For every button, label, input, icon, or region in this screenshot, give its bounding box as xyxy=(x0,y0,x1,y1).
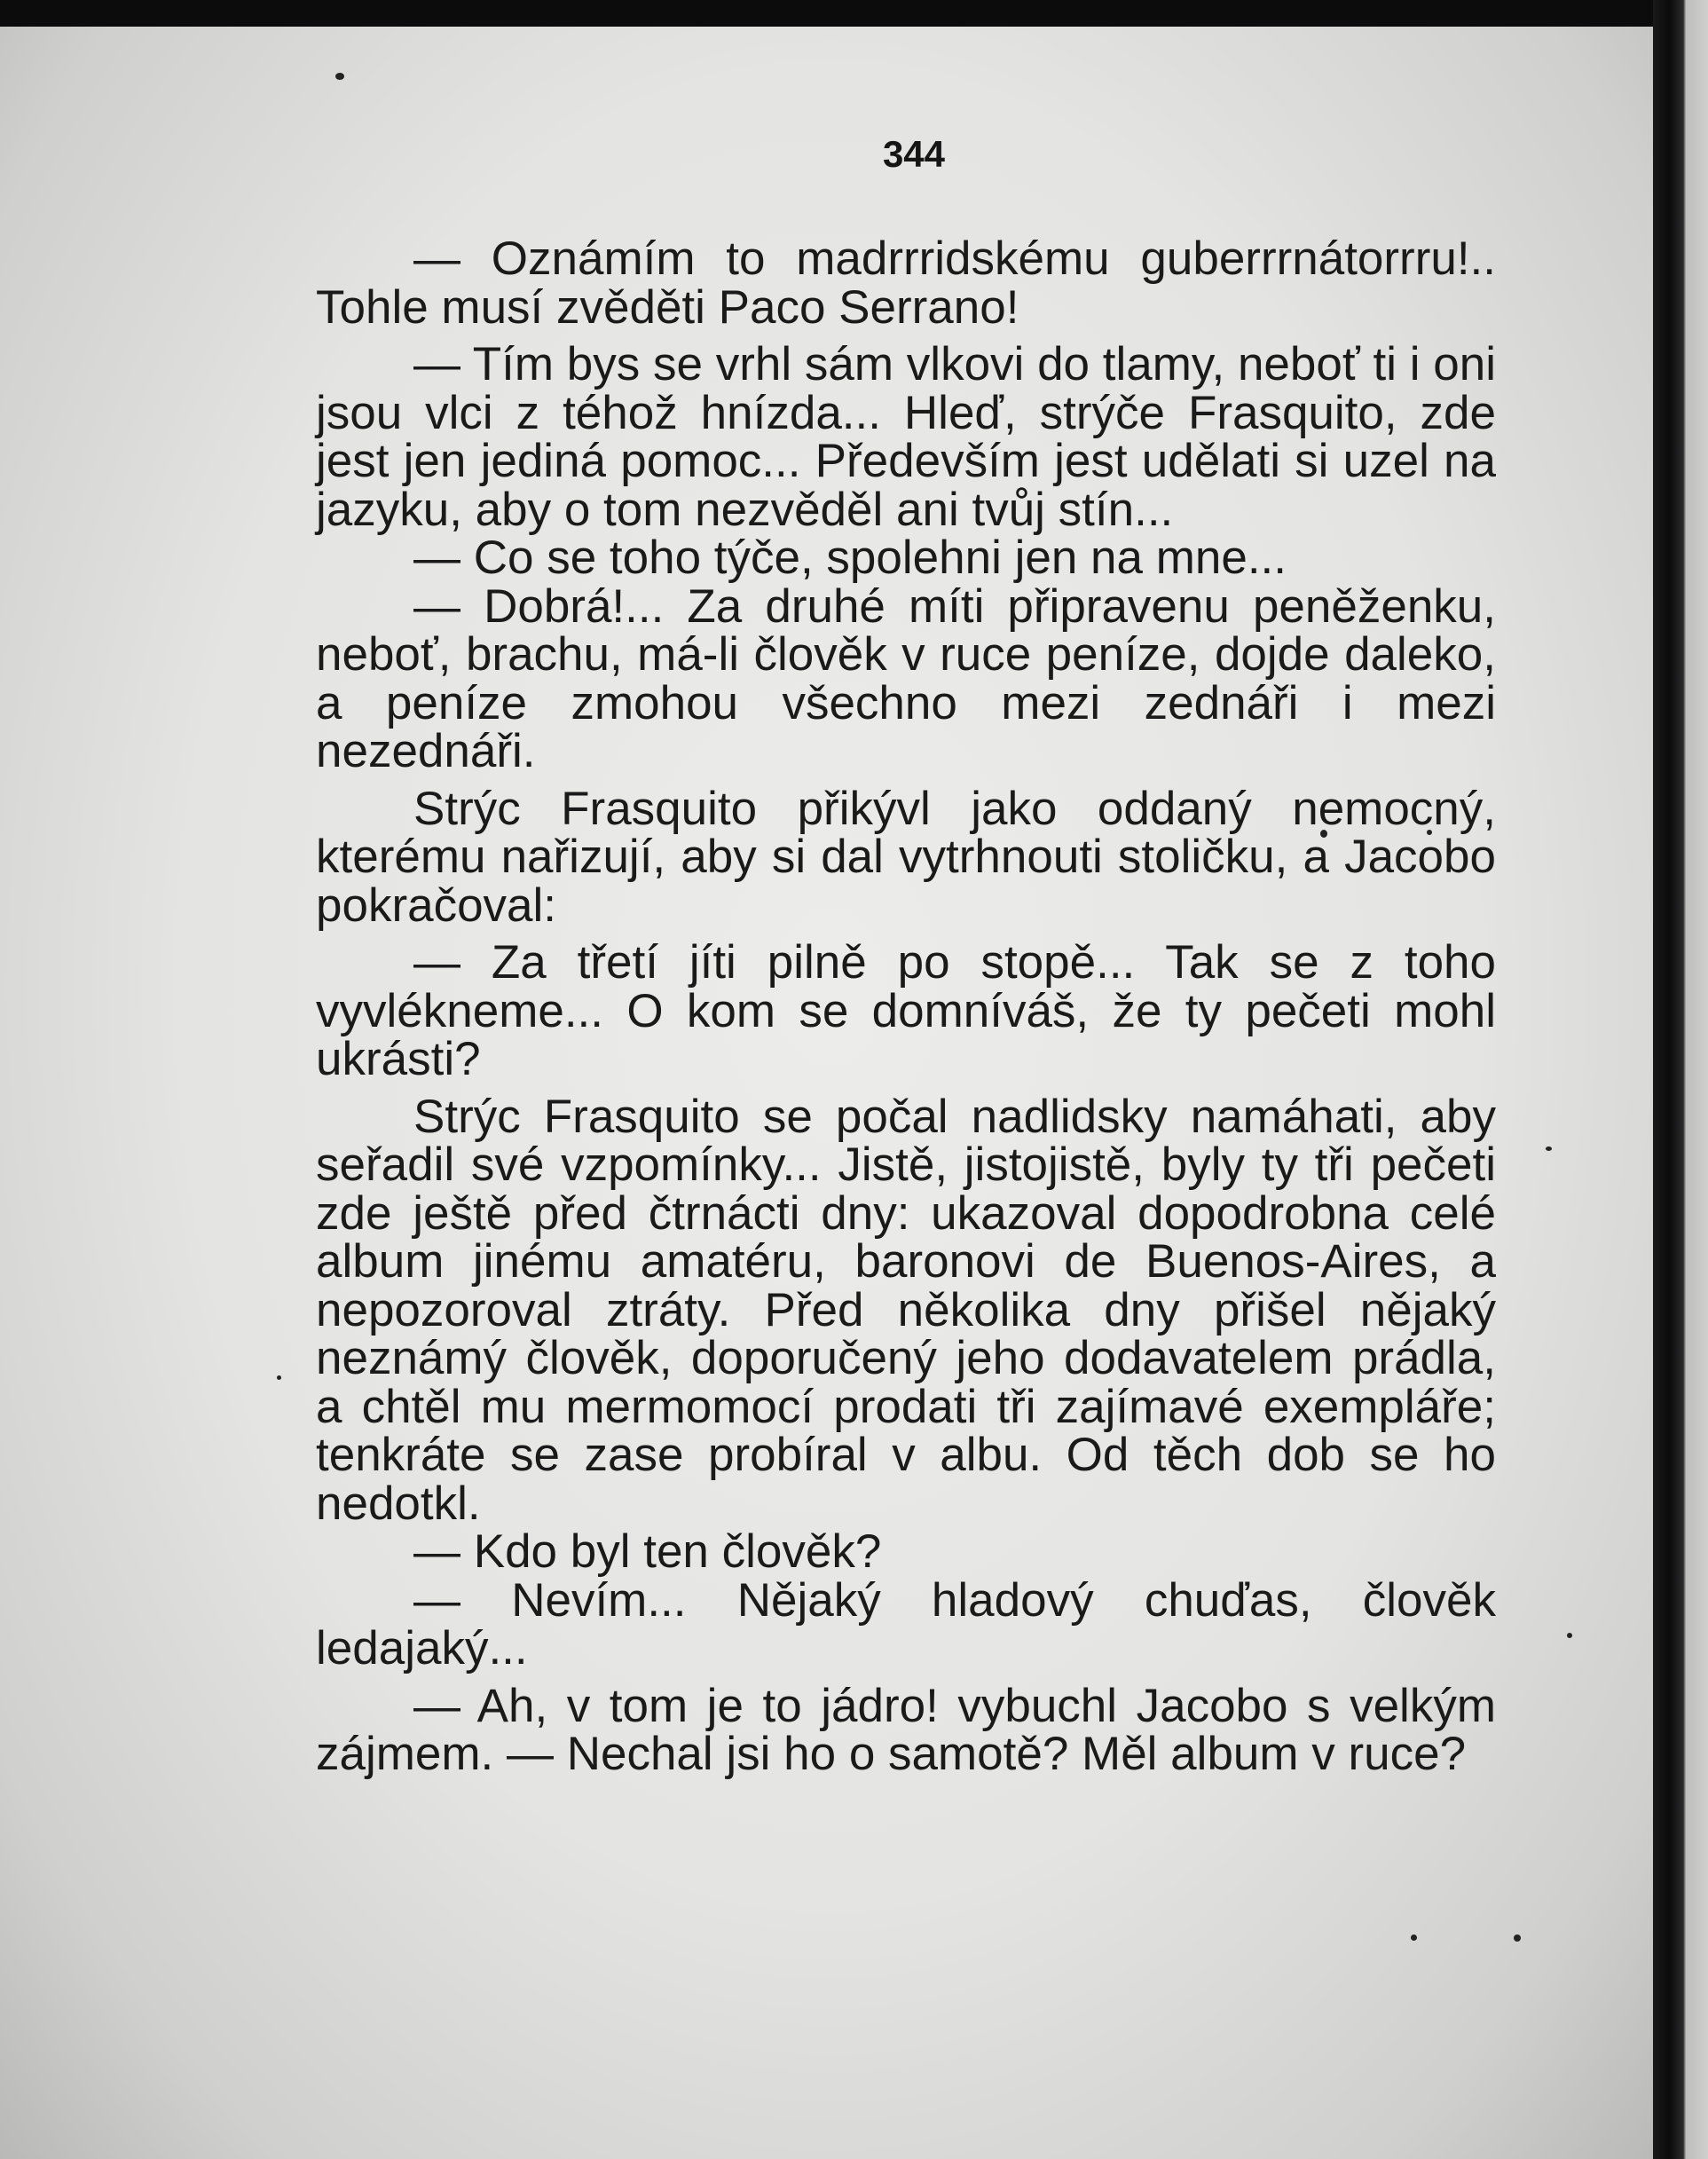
paper-speck xyxy=(1411,1934,1417,1941)
paragraph: — Nevím... Nějaký hladový chuďas, člověk ledajaký... xyxy=(316,1573,1496,1674)
paper-speck xyxy=(335,73,344,80)
paper-speck xyxy=(1567,1633,1572,1638)
paragraph: Strýc Frasquito se počal nadlidsky namáhati, aby seřadil své vzpomínky... Jistě, jistojistě, byly ty tři pečeti zde ještě před čtrnácti dny: ukazoval dopodrobna celé album jinému amatéru, baronovi de Buenos-Aires, a nepozoroval ztráty. Před několika dny přišel nějaký neznámý člověk, doporučený jeho dodavatelem prádla, a chtěl mu mermomocí prodati tři zajímavé exempláře; tenkráte se zase probíral v albu. Od těch dob se ho nedotkl. xyxy=(316,1090,1496,1530)
paragraph: — Tím bys se vrhl sám vlkovi do tlamy, neboť ti i oni jsou vlci z téhož hnízda... Hleď, strýče Frasquito, zde jest jen jediná pomoc... Především jest udělati si uzel na jazyku, aby o tom nezvěděl ani tvůj stín... xyxy=(316,338,1496,536)
paper-speck xyxy=(1546,1146,1552,1151)
paper-speck xyxy=(277,1375,281,1380)
body-text xyxy=(316,232,1496,1780)
paragraph: — Co se toho týče, spolehni jen na mne... xyxy=(413,532,1287,584)
paragraph: — Oznámím to madrrridskému guberrrnátorrru!.. Tohle musí zvěděti Paco Serrano! xyxy=(316,232,1496,334)
paragraph: Strýc Frasquito přikývl jako oddaný nemocný, kterému nařizují, aby si dal vytrhnouti stoličku, a Jacobo pokračoval: xyxy=(316,782,1496,932)
paragraph: — Za třetí jíti pilně po stopě... Tak se z toho vyvlékneme... O kom se domníváš, že ty pečeti mohl ukrásti? xyxy=(316,936,1496,1085)
book-gutter xyxy=(1653,0,1708,2159)
paragraph: — Ah, v tom je to jádro! vybuchl Jacobo s velkým zájmem. — Nechal jsi ho o samotě? Měl album v ruce? xyxy=(316,1679,1496,1780)
paper-speck xyxy=(1514,1934,1521,1942)
page-number: 344 xyxy=(882,133,946,175)
scan-top-edge xyxy=(0,0,1708,30)
paragraph: — Dobrá!... Za druhé míti připravenu peněženku, neboť, brachu, má-li člověk v ruce peníze, dojde daleko, a peníze zmohou všechno mezi zednáři i mezi nezednáři. xyxy=(316,579,1496,777)
paragraph: — Kdo byl ten člověk? xyxy=(413,1525,882,1578)
